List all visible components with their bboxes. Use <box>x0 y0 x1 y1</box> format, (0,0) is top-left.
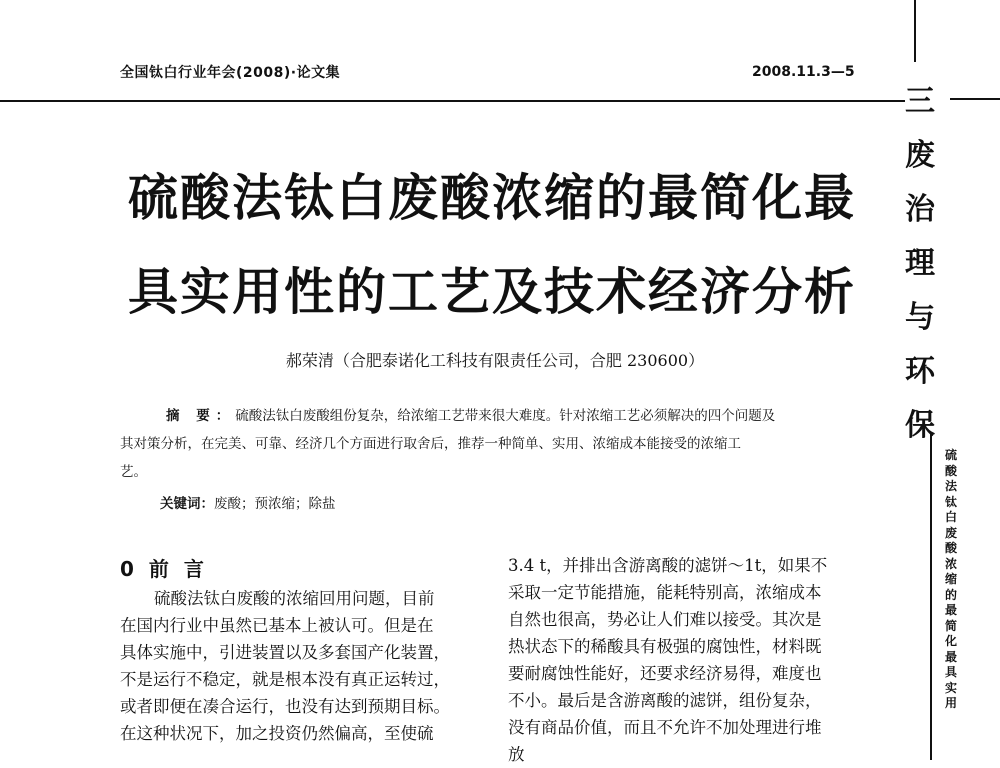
section-char: 三 <box>905 84 935 119</box>
abstract-line: 艺。 <box>120 464 147 480</box>
abstract <box>120 402 868 486</box>
running-title-char: 实 <box>944 680 957 695</box>
conference-header: 全国钛白行业年会(2008)·论文集 <box>120 65 341 81</box>
running-title-char: 化 <box>944 634 957 648</box>
body-left-column <box>120 585 475 747</box>
running-title-char: 缩 <box>944 572 957 586</box>
body-line: 放 <box>508 745 525 764</box>
running-title-char: 酸 <box>944 541 957 555</box>
keywords-label: 关键词： <box>160 496 214 512</box>
body-line: 在国内行业中虽然已基本上被认可。但是在 <box>120 616 434 635</box>
abstract-line: 硫酸法钛白废酸组份复杂，给浓缩工艺带来很大难度。针对浓缩工艺必须解决的四个问题及 <box>235 408 776 424</box>
body-right-column <box>508 552 860 768</box>
section-heading: 0 前 言 <box>120 557 208 581</box>
sidebar-section-label <box>898 75 942 453</box>
running-title-char: 用 <box>944 696 957 710</box>
keywords <box>160 492 336 512</box>
body-line: 没有商品价值，而且不允许不加处理进行堆 <box>508 718 822 737</box>
body-line: 热状态下的稀酸具有极强的腐蚀性，材料既 <box>508 637 822 656</box>
running-title-char: 的 <box>944 587 957 602</box>
section-char: 治 <box>905 192 935 227</box>
abstract-line: 其对策分析，在完美、可靠、经济几个方面进行取舍后，推荐一种简单、实用、浓缩成本能接受的浓缩工 <box>120 436 741 452</box>
running-title-char: 最 <box>944 649 957 664</box>
body-line: 不小。最后是含游离酸的滤饼，组份复杂， <box>508 691 822 710</box>
author-affiliation: 郝荣清（合肥泰诺化工科技有限责任公司，合肥 230600） <box>285 351 705 370</box>
running-title-char: 简 <box>944 618 957 633</box>
sidebar-top-line <box>914 0 916 62</box>
running-title-char: 具 <box>944 665 957 679</box>
running-title-char: 最 <box>944 603 957 617</box>
sidebar-running-title <box>940 448 962 712</box>
body-line: 或者即便在凑合运行，也没有达到预期目标。 <box>120 697 450 716</box>
running-title-char: 浓 <box>944 556 957 571</box>
section-char: 环 <box>905 354 935 389</box>
running-title-char: 硫 <box>944 448 957 462</box>
body-line: 硫酸法钛白废酸的浓缩回用问题，目前 <box>154 589 435 608</box>
running-title-char: 法 <box>944 479 957 493</box>
body-line: 在这种状况下，加之投资仍然偏高，至使硫 <box>120 724 434 743</box>
running-title-char: 钛 <box>944 494 957 509</box>
keywords-text: 废酸；预浓缩；除盐 <box>214 496 336 512</box>
section-char: 废 <box>905 138 935 173</box>
sidebar-rule <box>950 98 1000 100</box>
sidebar-divider-line <box>930 432 932 760</box>
running-title-char: 酸 <box>944 463 957 478</box>
section-char: 理 <box>905 246 935 281</box>
body-line: 不是运行不稳定，就是根本没有真正运转过， <box>120 670 450 689</box>
running-title-char: 废 <box>944 525 957 540</box>
section-char: 与 <box>905 300 935 335</box>
running-title-char: 白 <box>944 510 957 524</box>
body-line: 自然也很高，势必让人们难以接受。其次是 <box>508 610 822 629</box>
body-line: 3.4 t，并排出含游离酸的滤饼～1t，如果不 <box>508 556 828 575</box>
header-rule <box>0 100 905 102</box>
paper-title-line-1: 硫酸法钛白废酸浓缩的最简化最 <box>128 169 856 227</box>
body-line: 要耐腐蚀性能好，还要求经济易得，难度也 <box>508 664 822 683</box>
body-line: 采取一定节能措施，能耗特别高，浓缩成本 <box>508 583 822 602</box>
paper-title-line-2: 具实用性的工艺及技术经济分析 <box>128 263 856 321</box>
section-char: 保 <box>905 408 935 443</box>
date-pages: 2008.11.3—5 <box>752 64 855 80</box>
body-line: 具体实施中，引进装置以及多套国产化装置， <box>120 643 450 662</box>
abstract-label: 摘 要： <box>166 408 236 424</box>
